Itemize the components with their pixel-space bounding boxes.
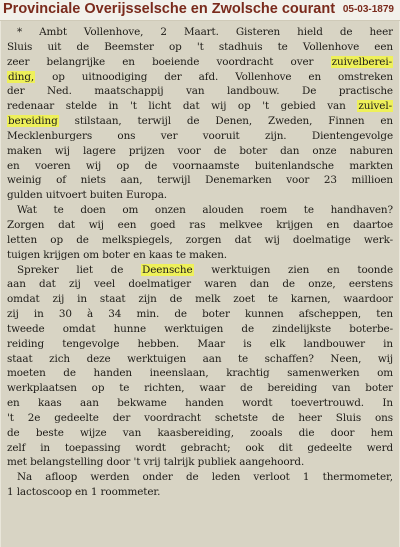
text-segment: weinig of niets aan, terwijl Denemarken voor 23 millioen bbox=[7, 174, 393, 187]
text-line bbox=[7, 366, 393, 381]
text-segment: zeer belangrijke en boeiende voordracht over bbox=[7, 55, 331, 68]
highlighted-term: zuivelberei- bbox=[331, 55, 392, 68]
text-segment: gulden uitvoert buiten Europa. bbox=[7, 189, 168, 202]
text-line bbox=[7, 40, 393, 55]
text-segment: Wat te doen om onzen alouden roem te handhaven? bbox=[17, 204, 393, 217]
text-line bbox=[7, 129, 393, 144]
text-line bbox=[7, 337, 393, 352]
text-segment: Spreker liet de bbox=[17, 263, 142, 276]
text-segment: Mecklenburgers ons ver vooruit zijn. Dientengevolge bbox=[7, 129, 393, 142]
text-line bbox=[7, 441, 393, 456]
text-line bbox=[7, 381, 393, 396]
text-line bbox=[7, 263, 393, 278]
text-segment: de beste wijze van kaasbereiding, zooals die door hem bbox=[7, 426, 393, 439]
text-line bbox=[7, 203, 393, 218]
text-segment: zelf in toepassing wordt gebracht; ook dit gedeelte werd bbox=[7, 441, 393, 454]
text-line bbox=[7, 84, 393, 99]
text-line bbox=[7, 188, 393, 203]
text-segment: aan dat zij veel doelmatiger waren dan de onze, eerstens bbox=[7, 278, 393, 291]
text-segment: met belangstelling door 't vrij talrijk publiek aangehoord. bbox=[7, 456, 305, 469]
text-line bbox=[7, 70, 393, 85]
text-segment: Sluis uit de Beemster op 't stadhuis te Vollenhove een bbox=[7, 40, 393, 53]
text-line bbox=[7, 396, 393, 411]
text-segment: Na afloop werden onder de leden verloot 1 thermometer, bbox=[17, 471, 393, 484]
text-segment: tweede omdat hunne werktuigen de zindelijkste boterbe- bbox=[7, 322, 393, 335]
text-line bbox=[7, 159, 393, 174]
text-line bbox=[7, 218, 393, 233]
newspaper-clipping bbox=[1, 21, 399, 547]
text-line bbox=[7, 173, 393, 188]
article-text bbox=[7, 25, 393, 500]
text-segment: zij in 30 à 34 min. de boter kunnen afscheppen, ten bbox=[7, 308, 393, 321]
text-line bbox=[7, 322, 393, 337]
text-segment: omdat zij in staat zijn de melk zoet te karnen, waardoor bbox=[7, 293, 393, 306]
clipping-header bbox=[0, 0, 400, 21]
highlighted-term: Deensche bbox=[142, 263, 193, 276]
highlighted-term: bereiding bbox=[8, 115, 58, 128]
text-line bbox=[7, 470, 393, 485]
text-line bbox=[7, 99, 393, 114]
text-segment: en voeren wij op de voornaamste buitenlandsche markten bbox=[7, 159, 393, 172]
text-line bbox=[7, 485, 393, 500]
text-segment: tuigen krijgen om boter en kaas te maken. bbox=[7, 248, 227, 261]
text-line bbox=[7, 25, 393, 40]
text-line bbox=[7, 292, 393, 307]
text-segment: en kaas aan bekwame handen wordt toevertrouwd. In bbox=[7, 397, 393, 410]
text-segment: * Ambt Vollenhove, 2 Maart. Gisteren hield de heer bbox=[17, 26, 393, 38]
text-line bbox=[7, 144, 393, 159]
text-line bbox=[7, 277, 393, 292]
text-line bbox=[7, 352, 393, 367]
highlighted-term: ding, bbox=[8, 70, 35, 83]
text-segment: moeten de handen ineenslaan, krachtig samenwerken om bbox=[7, 367, 393, 380]
publication-title: Provinciale Overijsselsche en Zwolsche courant bbox=[3, 1, 336, 17]
text-segment: redenaar stelde in 't licht dat wij op 't gebied van bbox=[7, 100, 358, 113]
text-segment: op uitnoodiging der afd. Vollenhove en omstreken bbox=[35, 70, 393, 83]
text-segment: maken wij lagere prijzen voor de boter dan onze naburen bbox=[7, 144, 393, 157]
text-segment: stilstaan, terwijl de Denen, Zweden, Finnen en bbox=[58, 115, 393, 128]
text-segment: reiding tengevolge hebben. Maar is elk landbouwer in bbox=[7, 337, 393, 350]
text-segment: werkplaatsen op te richten, waar de bereiding van boter bbox=[7, 382, 393, 395]
text-line bbox=[7, 248, 393, 263]
publication-date: 05-03-1879 bbox=[342, 4, 394, 15]
text-segment: der Ned. maatschappij van landbouw. De practische bbox=[7, 85, 393, 98]
text-segment: Zorgen dat wij een goed ras melkvee krijgen en daartoe bbox=[7, 218, 393, 231]
text-line bbox=[7, 114, 393, 129]
text-segment: 1 lactoscoop en 1 roommeter. bbox=[7, 486, 161, 499]
text-line bbox=[7, 55, 393, 70]
text-line bbox=[7, 307, 393, 322]
text-segment: 't 2e gedeelte der voordracht schetste de heer Sluis ons bbox=[7, 411, 393, 424]
text-segment: letten op de melkspiegels, zorgen dat wij doelmatige werk- bbox=[7, 233, 393, 246]
text-segment: werktuigen zien en toonde bbox=[193, 263, 393, 276]
highlighted-term: zuivel- bbox=[358, 100, 392, 113]
text-line bbox=[7, 233, 393, 248]
text-line bbox=[7, 455, 393, 470]
text-line bbox=[7, 411, 393, 426]
text-line bbox=[7, 426, 393, 441]
text-segment: staat zich deze werktuigen aan te schaffen? Neen, wij bbox=[7, 352, 393, 365]
